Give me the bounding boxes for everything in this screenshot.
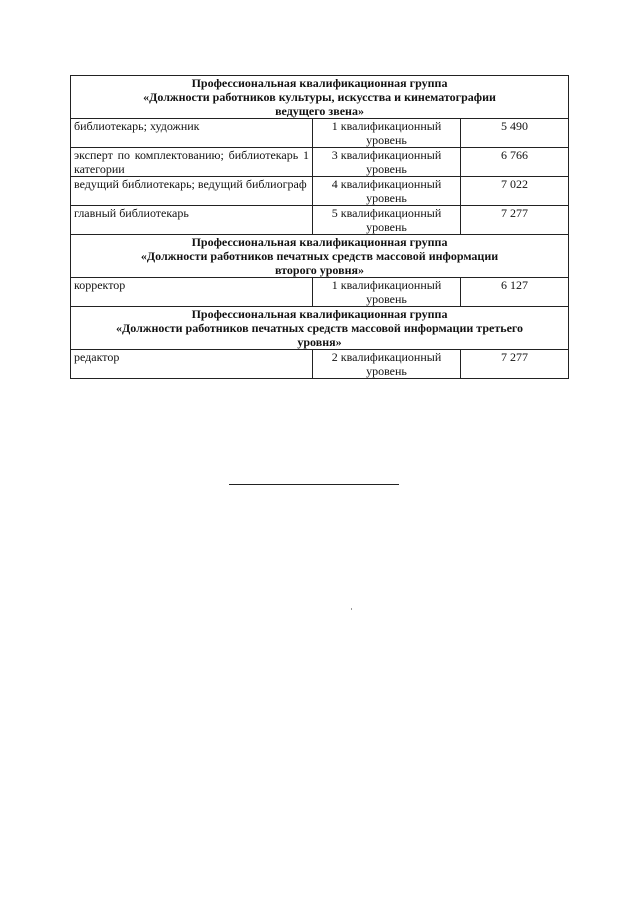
table-row <box>71 278 569 307</box>
group-title-line: второго уровня» <box>275 263 365 277</box>
position-cell: главный библиотекарь <box>71 206 313 235</box>
group-header <box>71 76 569 119</box>
position-cell: ведущий библиотекарь; ведущий библиограф <box>71 177 313 206</box>
position-cell: редактор <box>71 350 313 379</box>
group-title-line: «Должности работников печатных средств массовой информации третьего <box>115 321 524 335</box>
scan-speck <box>351 608 352 610</box>
position-cell: эксперт по комплектованию; библиотекарь 1 категории <box>71 148 313 177</box>
group-header <box>71 235 569 278</box>
salary-cell: 7 277 <box>461 350 569 379</box>
level-cell: 2 квалификационный уровень <box>313 350 461 379</box>
level-cell: 5 квалификационный уровень <box>313 206 461 235</box>
group-title-line: «Должности работников печатных средств массовой информации <box>140 249 499 263</box>
salary-cell: 7 022 <box>461 177 569 206</box>
level-cell: 1 квалификационный уровень <box>313 119 461 148</box>
group-title-line: Профессиональная квалификационная группа <box>191 235 448 249</box>
salary-cell: 7 277 <box>461 206 569 235</box>
level-cell: 3 квалификационный уровень <box>313 148 461 177</box>
salary-cell: 5 490 <box>461 119 569 148</box>
group-title-line: ведущего звена» <box>275 104 364 118</box>
table-row <box>71 177 569 206</box>
table-row <box>71 206 569 235</box>
position-cell: корректор <box>71 278 313 307</box>
salary-table <box>70 75 569 379</box>
table-row <box>71 148 569 177</box>
group-title-line: Профессиональная квалификационная группа <box>191 307 448 321</box>
separator-line <box>229 484 399 485</box>
group-title-line: «Должности работников культуры, искусства и кинематографии <box>143 90 496 104</box>
group-header-row <box>71 76 569 119</box>
group-title-line: уровня» <box>297 335 342 349</box>
group-title-line: Профессиональная квалификационная группа <box>191 76 448 90</box>
level-cell: 1 квалификационный уровень <box>313 278 461 307</box>
table-row <box>71 350 569 379</box>
salary-cell: 6 766 <box>461 148 569 177</box>
group-header-row <box>71 307 569 350</box>
table-row <box>71 119 569 148</box>
salary-cell: 6 127 <box>461 278 569 307</box>
position-cell: библиотекарь; художник <box>71 119 313 148</box>
level-cell: 4 квалификационный уровень <box>313 177 461 206</box>
group-header-row <box>71 235 569 278</box>
group-header <box>71 307 569 350</box>
